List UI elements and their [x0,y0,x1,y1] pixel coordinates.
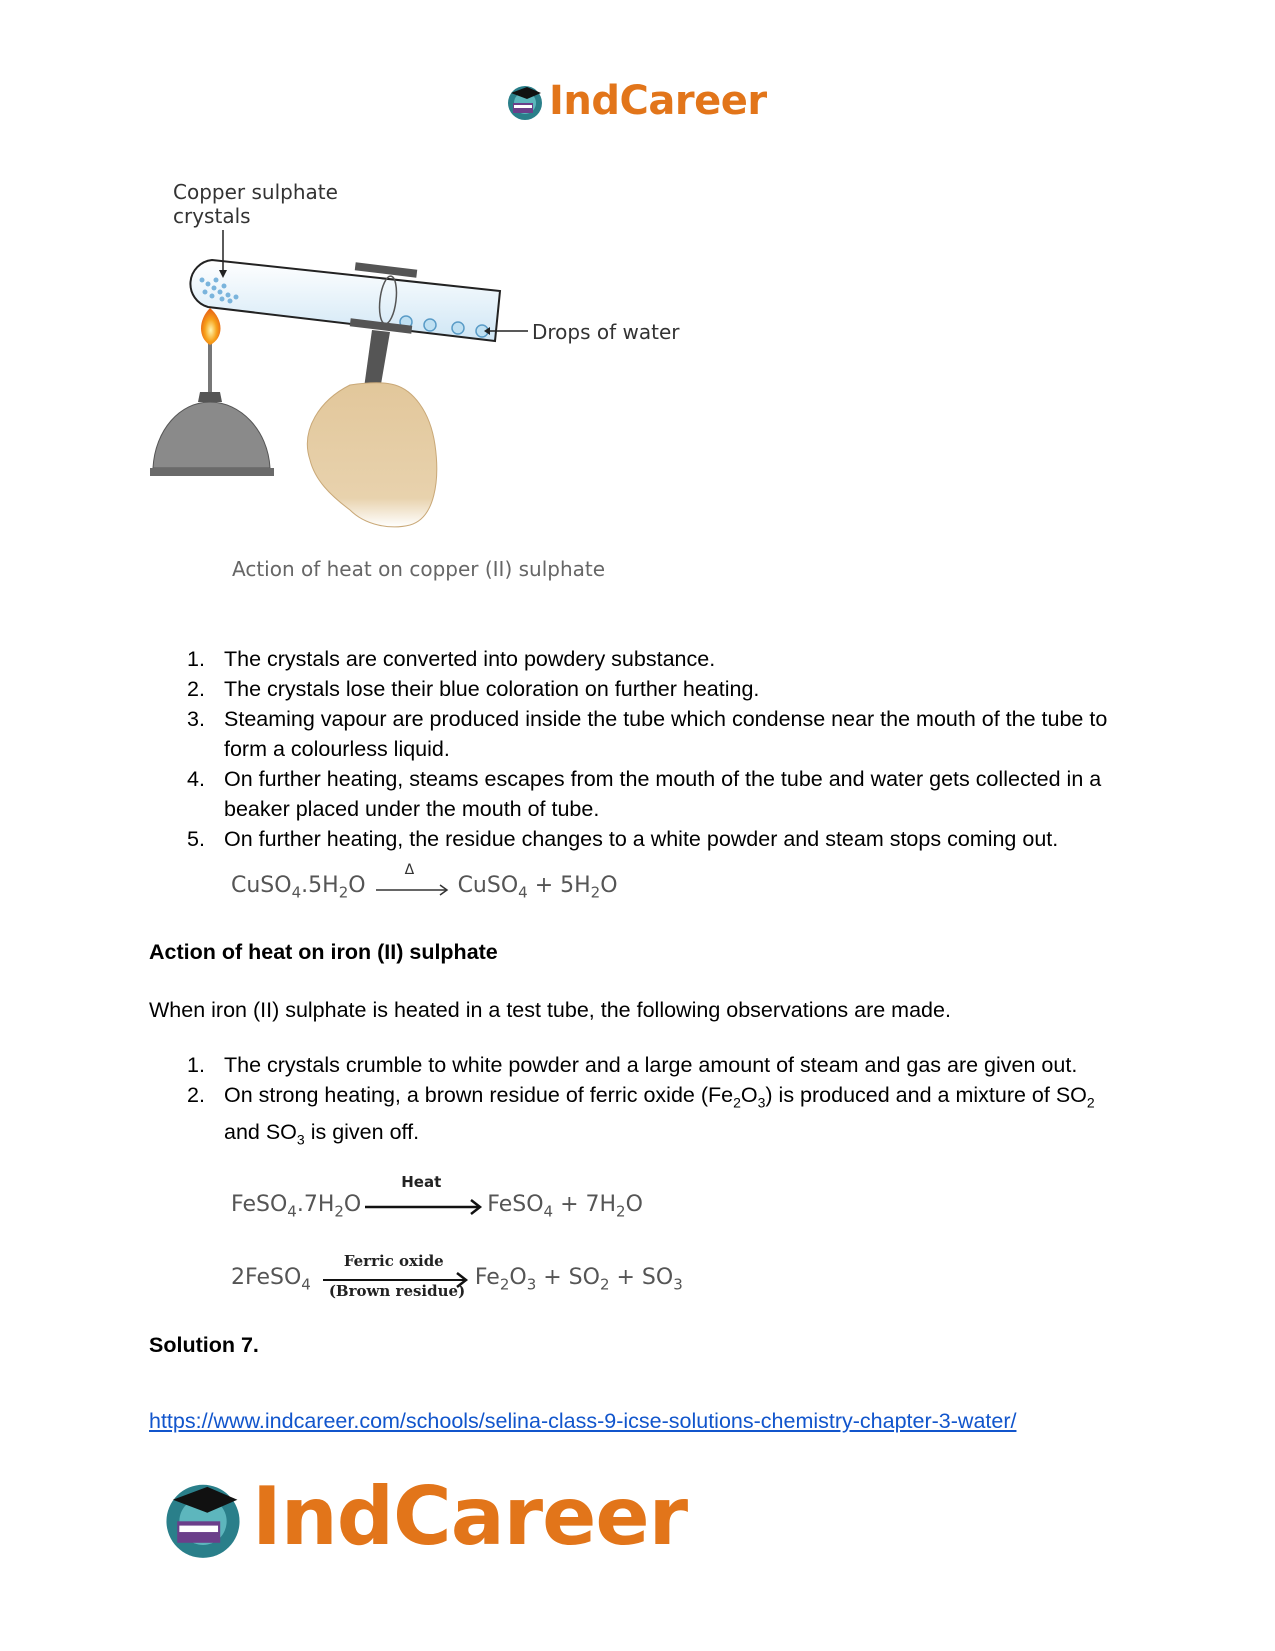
list-item: 5. On further heating, the residue changes to a white powder and steam stops coming out. [187,827,1059,851]
footer-logo [160,1470,687,1563]
iron-section-heading: Action of heat on iron (II) sulphate [149,940,498,964]
figure-caption: Action of heat on copper (II) sulphate [232,557,606,581]
list-item: 1. The crystals crumble to white powder and a large amount of steam and gas are given out. [187,1053,1078,1077]
list-item: 3. Steaming vapour are produced inside the tube which condense near the mouth of the tube to form a colourless liquid. [187,707,1108,761]
list-item: 2. The crystals lose their blue coloration on further heating. [187,677,760,701]
iron-intro-paragraph: When iron (II) sulphate is heated in a test tube, the following observations are made. [149,998,951,1022]
list-item: 2. On strong heating, a brown residue of ferric oxide $(Fe_2O_3)$ is produced and a mixture of $SO_2$ and $SO_3$ is given off. [187,1083,1095,1148]
solution-heading: Solution 7. [149,1333,259,1357]
header-logo [505,78,767,124]
ferric-oxide-arrow: Ferric oxide (Brown residue) [328,1252,466,1300]
iron-hydrate-equation: $FeSO_4.7H_2O$ Heat FeSO$_4$ + $7H_2O$ [231,1173,643,1221]
hand [307,383,436,527]
label-drops-of-water: Drops of water [532,320,680,344]
iron-decomposition-equation: 2FeSO$_4$ Ferric oxide (Brown residue) $Fe_2O_3 + SO_2 + SO_3$ [231,1254,683,1304]
footer-brand-text: IndCareer [252,1470,688,1563]
header-brand-text: IndCareer [549,78,767,124]
clamp-handle [364,330,390,390]
label-crystals-line2: crystals [173,204,251,228]
copper-equation: $CuSO_4.5H_2O$ Δ CuSO$_4$ + $5H_2O$ [231,862,618,902]
flame-icon [201,308,221,345]
copper-observations-list [149,644,1109,854]
label-crystals-line1: Copper sulphate [173,180,338,204]
reaction-arrow: Δ [372,866,452,892]
logo-globe-icon [160,1474,246,1560]
iron-observations-list [149,1050,1109,1155]
list-item: 1. The crystals are converted into powdery substance. [187,647,716,671]
heat-arrow: Heat [363,1185,485,1211]
apparatus-illustration [150,180,710,620]
list-item: 4. On further heating, steams escapes from the mouth of the tube and water gets collected in a beaker placed under the mouth of tube. [187,767,1102,821]
copper-sulphate-heating-figure [150,180,710,620]
source-link[interactable]: https://www.indcareer.com/schools/selina-class-9-icse-solutions-chemistry-chapter-3-water/ [149,1409,1017,1433]
logo-globe-icon [505,81,545,121]
spirit-lamp [150,342,274,476]
